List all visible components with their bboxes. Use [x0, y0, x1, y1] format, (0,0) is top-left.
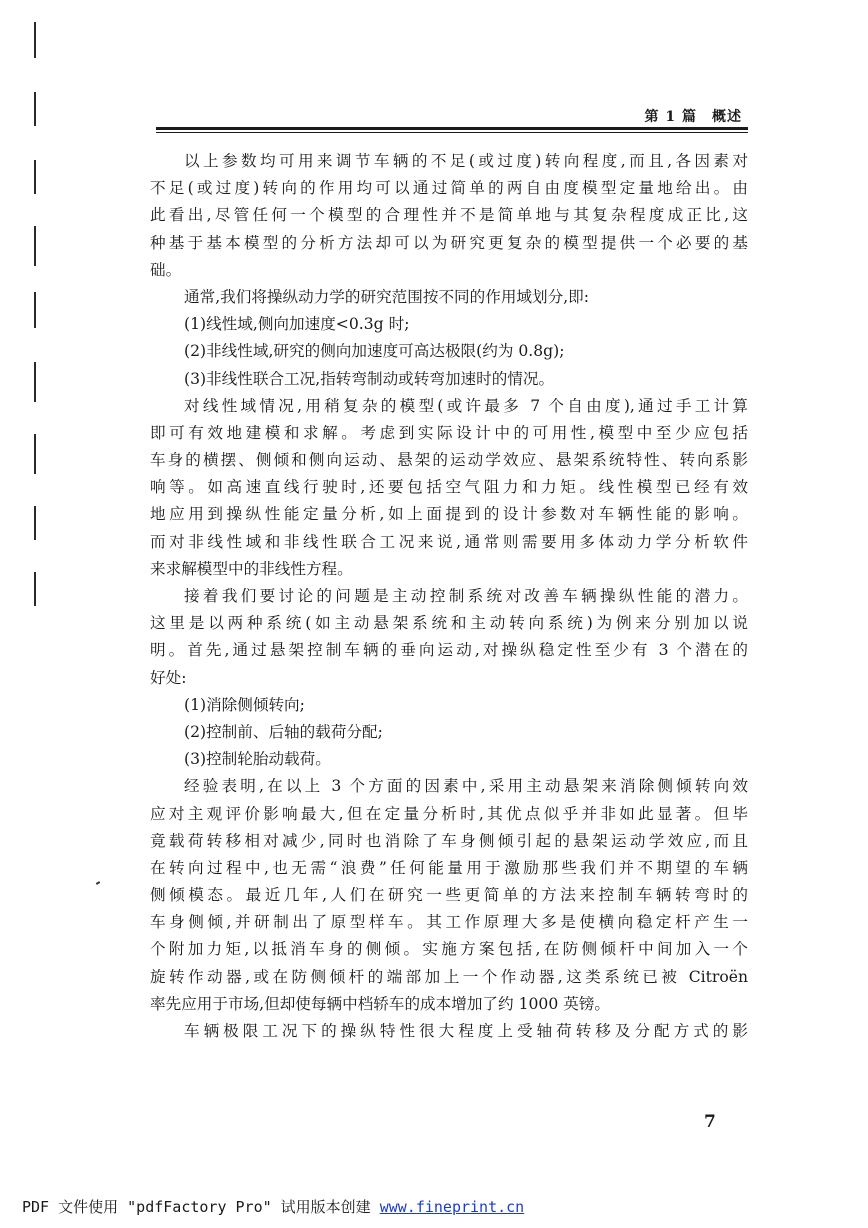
- text-line: 旋转作动器,或在防侧倾杆的端部加上一个作动器,这类系统已被 Citroën: [150, 967, 748, 986]
- text-line: 竟载荷转移相对减少,同时也消除了车身侧倾引起的悬架运动学效应,而且: [150, 831, 748, 850]
- scan-margin-mark: [34, 292, 36, 328]
- text-line: (2)非线性域,研究的侧向加速度可高达极限(约为 0.8g);: [184, 342, 565, 361]
- scan-margin-mark: [34, 362, 36, 402]
- text-line: 率先应用于市场,但却使每辆中档轿车的成本增加了约 1000 英镑。: [150, 994, 610, 1013]
- footer-text: PDF 文件使用 "pdfFactory Pro" 试用版本创建: [22, 1198, 380, 1216]
- text-line: 好处:: [150, 668, 187, 687]
- text-line: (3)控制轮胎动载荷。: [184, 750, 331, 769]
- text-line: 经验表明,在以上 3 个方面的因素中,采用主动悬架来消除侧倾转向效: [184, 777, 748, 796]
- scan-margin-mark: [34, 434, 36, 474]
- page-number: 7: [704, 1112, 716, 1132]
- text-line: (2)控制前、后轴的载荷分配;: [184, 722, 383, 741]
- text-line: (1)线性域,侧向加速度<0.3g 时;: [184, 315, 410, 334]
- running-header: 第 1 篇 概述: [644, 109, 742, 125]
- footer-link[interactable]: www.fineprint.cn: [379, 1198, 525, 1216]
- scan-margin-mark: [34, 572, 36, 606]
- text-line: 即可有效地建模和求解。考虑到实际设计中的可用性,模型中至少应包括: [150, 423, 748, 442]
- scan-margin-mark: [34, 226, 36, 266]
- header-rule-thin: [156, 132, 748, 133]
- text-line: 在转向过程中,也无需“浪费”任何能量用于激励那些我们并不期望的车辆: [150, 858, 748, 877]
- text-line: 不足(或过度)转向的作用均可以通过简单的两自由度模型定量地给出。由: [150, 179, 748, 198]
- scan-margin-mark: [34, 506, 36, 540]
- pdf-footer: [22, 1196, 524, 1217]
- text-line: 对线性域情况,用稍复杂的模型(或许最多 7 个自由度),通过手工计算: [184, 396, 748, 415]
- scan-margin-mark: [34, 92, 36, 126]
- scan-margin-mark: [34, 160, 36, 194]
- text-line: 地应用到操纵性能定量分析,如上面提到的设计参数对车辆性能的影响。: [150, 505, 748, 524]
- text-line: 这里是以两种系统(如主动悬架系统和主动转向系统)为例来分别加以说: [150, 614, 748, 633]
- text-line: 明。首先,通过悬架控制车辆的垂向运动,对操纵稳定性至少有 3 个潜在的: [150, 641, 748, 660]
- text-line: 种基于基本模型的分析方法却可以为研究更复杂的模型提供一个必要的基: [150, 233, 748, 252]
- stray-mark: [96, 881, 100, 885]
- text-line: 来求解模型中的非线性方程。: [150, 559, 353, 578]
- text-line: 通常,我们将操纵动力学的研究范围按不同的作用域划分,即:: [184, 287, 590, 306]
- text-line: 础。: [150, 260, 182, 279]
- text-line: 车辆极限工况下的操纵特性很大程度上受轴荷转移及分配方式的影: [184, 1022, 748, 1040]
- body-text: [150, 148, 748, 1045]
- text-line: 个附加力矩,以抵消车身的侧倾。实施方案包括,在防侧倾杆中间加入一个: [150, 940, 748, 959]
- text-line: 侧倾模态。最近几年,人们在研究一些更简单的方法来控制车辆转弯时的: [150, 886, 748, 905]
- header-rule: [156, 127, 748, 130]
- text-line: (1)消除侧倾转向;: [184, 695, 305, 714]
- text-line: (3)非线性联合工况,指转弯制动或转弯加速时的情况。: [184, 369, 555, 388]
- text-line: 此看出,尽管任何一个模型的合理性并不是简单地与其复杂程度成正比,这: [150, 206, 748, 225]
- text-line: 而对非线性域和非线性联合工况来说,通常则需要用多体动力学分析软件: [150, 532, 748, 551]
- text-line: 接着我们要讨论的问题是主动控制系统对改善车辆操纵性能的潜力。: [184, 587, 748, 605]
- text-line: 以上参数均可用来调节车辆的不足(或过度)转向程度,而且,各因素对: [184, 152, 748, 170]
- text-line: 车身侧倾,并研制出了原型样车。其工作原理大多是使横向稳定杆产生一: [150, 913, 748, 932]
- scan-margin-mark: [34, 22, 36, 58]
- text-line: 应对主观评价影响最大,但在定量分析时,其优点似乎并非如此显著。但毕: [150, 804, 748, 823]
- text-line: 响等。如高速直线行驶时,还要包括空气阻力和力矩。线性模型已经有效: [150, 478, 748, 497]
- text-line: 车身的横摆、侧倾和侧向运动、悬架的运动学效应、悬架系统特性、转向系影: [150, 451, 748, 470]
